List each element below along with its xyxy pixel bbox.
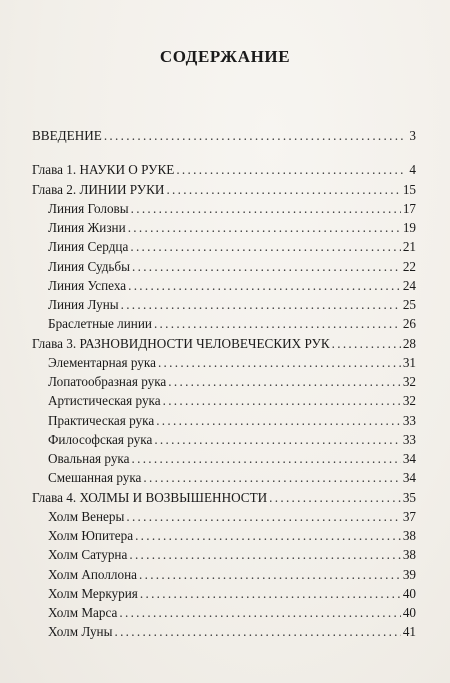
toc-entry [32, 565, 416, 584]
toc-entry-title: Лопатообразная рука [48, 374, 167, 389]
toc-page-number: 34 [402, 470, 416, 486]
toc-page-number: 38 [402, 528, 416, 543]
page-title: СОДЕРЖАНИЕ [159, 47, 291, 66]
dot-leader [269, 488, 401, 507]
toc-page-number: 33 [402, 412, 416, 428]
toc-entry-title: Глава 2. ЛИНИИ РУКИ [32, 181, 165, 197]
dot-leader [135, 526, 401, 545]
toc-page-number: 26 [402, 316, 416, 332]
toc-entry-title: Смешанная рука [48, 470, 142, 486]
dot-leader [121, 295, 401, 314]
toc-page-number: 17 [402, 200, 416, 216]
toc-entry [32, 526, 416, 545]
dot-leader [132, 257, 401, 276]
toc-page-number: 34 [402, 451, 416, 466]
toc-entry-title: Холм Сатурна [48, 547, 128, 563]
toc-entry-title: Холм Аполлона [48, 566, 138, 582]
toc-page-number: 31 [402, 354, 416, 370]
toc-entry-title: Линия Судьбы [48, 258, 131, 274]
toc-entry [32, 353, 416, 372]
toc-entry-title: Холм Венеры [48, 508, 125, 524]
dot-leader [163, 391, 401, 410]
dot-leader [132, 449, 401, 468]
toc-entry-title: Холм Луны [48, 624, 113, 640]
toc-entry-title: Линия Луны [48, 297, 119, 312]
dot-leader [119, 603, 400, 622]
toc-entry [32, 218, 416, 237]
toc-page-number: 25 [402, 297, 416, 312]
dot-leader [126, 507, 400, 526]
toc-entry [32, 430, 416, 449]
toc-entry-title: Холм Марса [48, 605, 118, 620]
toc-page-number: 38 [402, 547, 416, 563]
toc-page-number: 35 [402, 489, 416, 505]
toc-entry [32, 449, 416, 468]
toc-entry [32, 180, 416, 199]
toc-entry-title: Глава 4. ХОЛМЫ И ВОЗВЫШЕННОСТИ [32, 489, 268, 505]
toc-entry [32, 372, 416, 391]
toc-entry-title: Линия Сердца [48, 239, 129, 255]
toc-page-number: 32 [402, 374, 416, 389]
dot-leader [131, 199, 401, 218]
toc-entry [32, 507, 416, 526]
dot-leader [128, 276, 401, 295]
toc-entry [32, 160, 416, 179]
dot-leader [140, 584, 401, 603]
toc-entry-title: Артистическая рука [48, 393, 161, 409]
dot-leader [128, 218, 401, 237]
dot-leader [130, 237, 400, 256]
toc-entry-title: Холм Меркурия [48, 585, 138, 601]
toc-entry-title: Глава 1. НАУКИ О РУКЕ [32, 162, 175, 178]
toc-page-number: 3 [409, 128, 416, 143]
dot-leader [166, 180, 400, 199]
dot-leader [154, 314, 401, 333]
toc-entry [32, 257, 416, 276]
toc-entry [32, 276, 416, 295]
toc-entry [32, 603, 416, 622]
toc-entry [32, 126, 416, 145]
toc-page-number: 32 [402, 393, 416, 409]
toc-entry-title: Практическая рука [48, 412, 155, 428]
toc-entry-title: Овальная рука [48, 451, 130, 466]
toc-page-number: 22 [402, 258, 416, 274]
dot-leader [176, 160, 404, 179]
toc-page-number: 37 [402, 508, 416, 524]
toc-entry-title: Браслетные линии [48, 316, 152, 332]
toc-entry [32, 545, 416, 564]
table-of-contents [32, 126, 416, 642]
toc-entry [32, 488, 416, 507]
toc-entry-title: Глава 3. РАЗНОВИДНОСТИ ЧЕЛОВЕЧЕСКИХ РУК [32, 335, 330, 351]
dot-leader [104, 126, 404, 145]
toc-entry-title: Линия Успеха [48, 277, 127, 293]
toc-entry-title: Философская рука [48, 431, 153, 447]
toc-page-number: 41 [402, 624, 416, 640]
toc-entry [32, 199, 416, 218]
toc-entry [32, 295, 416, 314]
toc-entry [32, 468, 416, 487]
toc-page-number: 39 [402, 566, 416, 582]
toc-entry-title: Холм Юпитера [48, 528, 134, 543]
dot-leader [168, 372, 401, 391]
toc-page-number: 21 [402, 239, 416, 255]
toc-entry [32, 334, 416, 353]
dot-leader [156, 411, 401, 430]
toc-entry-title: ВВЕДЕНИЕ [32, 128, 102, 143]
toc-page-number: 28 [402, 335, 416, 351]
toc-page-number: 40 [402, 585, 416, 601]
toc-entry-title: Элементарная рука [48, 354, 156, 370]
toc-entry-title: Линия Жизни [48, 220, 126, 235]
toc-page-number: 24 [402, 277, 416, 293]
toc-entry [32, 584, 416, 603]
toc-entry [32, 622, 416, 641]
dot-leader [139, 565, 401, 584]
dot-leader [158, 353, 401, 372]
toc-entry [32, 411, 416, 430]
dot-leader [143, 468, 400, 487]
dot-leader [154, 430, 400, 449]
dot-leader [129, 545, 400, 564]
toc-entry [32, 314, 416, 333]
toc-page-number: 4 [409, 162, 416, 178]
toc-page-number: 33 [402, 431, 416, 447]
toc-page-number: 40 [402, 605, 416, 620]
dot-leader [332, 334, 401, 353]
toc-page-number: 15 [402, 181, 416, 197]
section-gap [32, 145, 416, 160]
toc-page-number: 19 [402, 220, 416, 235]
toc-entry [32, 237, 416, 256]
toc-entry-title: Линия Головы [48, 200, 129, 216]
toc-entry [32, 391, 416, 410]
dot-leader [114, 622, 400, 641]
